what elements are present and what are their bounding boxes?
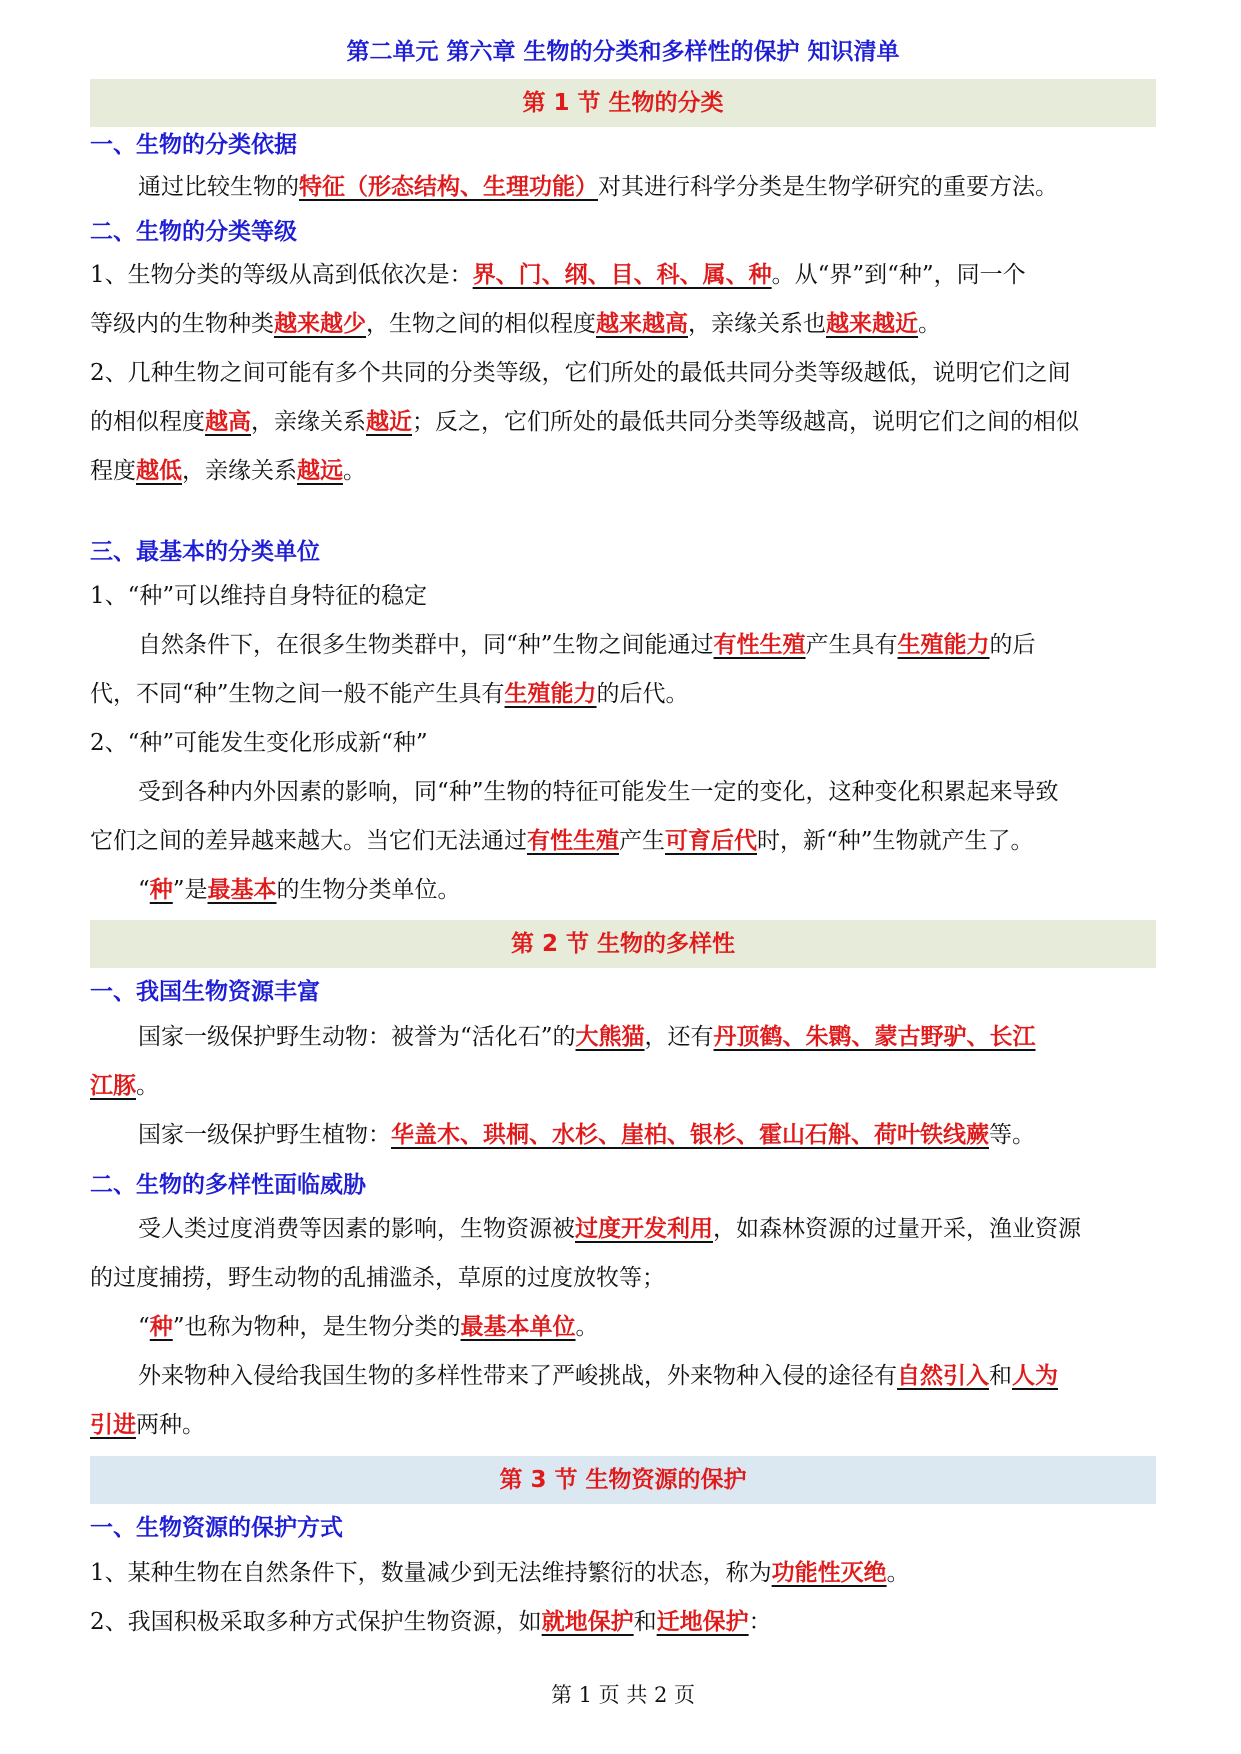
s3-heading-1: 一、生物资源的保护方式: [90, 1515, 343, 1541]
text: 。从“界”到“种”，同一个: [771, 262, 1026, 288]
keyword: 迁地保护: [656, 1609, 749, 1635]
s1-para-1: [90, 163, 1156, 212]
s1-para-2: [90, 251, 1156, 349]
text: 1、“种”可以维持自身特征的稳定: [90, 583, 428, 609]
s1-para-7: [90, 768, 1156, 866]
text: ，生物之间的相似程度: [366, 311, 596, 337]
text: 代，不同“种”生物之间一般不能产生具有: [90, 681, 505, 707]
keyword: 特征（形态结构、生理功能）: [299, 174, 598, 200]
text: 自然条件下，在很多生物类群中，同“种”生物之间能通过: [138, 632, 714, 658]
page-number: 第 1 页 共 2 页: [550, 1683, 696, 1707]
section-3-band: 第 3 节 生物资源的保护: [90, 1456, 1156, 1504]
text: 通过比较生物的: [138, 174, 299, 200]
text: 和: [989, 1363, 1012, 1389]
text: 。: [343, 458, 366, 484]
text: 对其进行科学分类是生物学研究的重要方法。: [598, 174, 1058, 200]
s2-heading-1: 一、我国生物资源丰富: [90, 979, 320, 1005]
text: 的后: [989, 632, 1036, 658]
text: ，还有: [644, 1024, 714, 1050]
section-1-band: 第 1 节 生物的分类: [90, 79, 1156, 127]
text: 产生: [619, 828, 665, 854]
text: 受到各种内外因素的影响，同“种”生物的特征可能发生一定的变化，这种变化积累起来导致: [138, 779, 1059, 805]
text: 和: [633, 1609, 657, 1635]
section-2-band: 第 2 节 生物的多样性: [90, 920, 1156, 968]
s2-para-3: [90, 1205, 1156, 1303]
keyword: 最基本单位: [460, 1314, 576, 1340]
text: ，如森林资源的过量开采，渔业资源: [713, 1216, 1081, 1242]
text: 它们之间的差异越来越大。当它们无法通过: [90, 828, 527, 854]
s1-para-5: [90, 621, 1156, 719]
text: ，亲缘关系: [251, 409, 366, 435]
keyword: 越来越少: [274, 311, 366, 337]
keyword: 过度开发利用: [575, 1216, 713, 1242]
document-title: 第二单元 第六章 生物的分类和多样性的保护 知识清单: [346, 39, 900, 65]
keyword: 越来越近: [826, 311, 918, 337]
keyword: 自然引入: [897, 1363, 989, 1389]
text: 时，新“种”生物就产生了。: [757, 828, 1034, 854]
s2-para-2: [90, 1111, 1156, 1160]
text: 的相似程度: [90, 409, 205, 435]
text: ；反之，它们所处的最低共同分类等级越高，说明它们之间的相似: [412, 409, 1079, 435]
text: “: [138, 1314, 150, 1340]
keyword: 大熊猫: [575, 1024, 645, 1050]
text: 的过度捕捞，野生动物的乱捕滥杀，草原的过度放牧等；: [90, 1265, 665, 1291]
s2-para-4: [90, 1303, 1156, 1352]
keyword: 最基本: [207, 877, 277, 903]
keyword: 界、门、纲、目、科、属、种: [472, 262, 772, 288]
s1-para-6: [90, 719, 1156, 768]
text: 等级内的生物种类: [90, 311, 274, 337]
text: 1、生物分类的等级从高到低依次是：: [90, 262, 473, 288]
s3-para-1: [90, 1549, 1156, 1598]
keyword: 江豚: [90, 1073, 136, 1099]
keyword: 华盖木、珙桐、水杉、崖柏、银杉、霍山石斛、荷叶铁线蕨: [391, 1122, 989, 1148]
s1-para-4: [90, 572, 1156, 621]
text: 产生具有: [805, 632, 898, 658]
s1-heading-1: 一、生物的分类依据: [90, 132, 297, 158]
keyword: 就地保护: [541, 1609, 634, 1635]
text: 的生物分类单位。: [276, 877, 461, 903]
text: 国家一级保护野生植物：: [138, 1122, 391, 1148]
text: 2、几种生物之间可能有多个共同的分类等级，它们所处的最低共同分类等级越低，说明它们之间: [90, 360, 1071, 386]
keyword: 人为: [1012, 1363, 1058, 1389]
s2-para-1: [90, 1013, 1156, 1111]
text: 。: [918, 311, 941, 337]
keyword: 越远: [297, 458, 343, 484]
s1-heading-3: 三、最基本的分类单位: [90, 539, 320, 565]
text: ”是: [172, 877, 208, 903]
text: 程度: [90, 458, 136, 484]
document-page: [90, 0, 1156, 1754]
text: ，亲缘关系也: [688, 311, 826, 337]
s1-para-8: [90, 866, 1156, 915]
text: ”也称为物种，是生物分类的: [172, 1314, 461, 1340]
text: 的后代。: [596, 681, 689, 707]
keyword: 生殖能力: [897, 632, 990, 658]
keyword: 越低: [136, 458, 182, 484]
text: 等。: [989, 1122, 1035, 1148]
s2-heading-2: 二、生物的多样性面临威胁: [90, 1172, 366, 1198]
keyword: 越来越高: [596, 311, 688, 337]
text: ：: [748, 1609, 772, 1635]
keyword: 生殖能力: [504, 681, 597, 707]
keyword: 丹顶鹤、朱鹮、蒙古野驴、长江: [713, 1024, 1036, 1050]
text: 。: [886, 1560, 910, 1586]
text: 两种。: [136, 1412, 205, 1438]
text: 。: [136, 1073, 159, 1099]
text: 受人类过度消费等因素的影响，生物资源被: [138, 1216, 575, 1242]
keyword: 有性生殖: [713, 632, 806, 658]
keyword: 种: [149, 877, 173, 903]
keyword: 越近: [366, 409, 412, 435]
s3-para-2: [90, 1598, 1156, 1647]
text: 2、我国积极采取多种方式保护生物资源，如: [90, 1609, 542, 1635]
keyword: 功能性灭绝: [771, 1560, 887, 1586]
keyword: 越高: [205, 409, 251, 435]
text: ，亲缘关系: [182, 458, 297, 484]
text: 国家一级保护野生动物：被誉为“活化石”的: [138, 1024, 576, 1050]
keyword: 种: [149, 1314, 173, 1340]
text: 外来物种入侵给我国生物的多样性带来了严峻挑战，外来物种入侵的途径有: [138, 1363, 897, 1389]
keyword: 引进: [90, 1412, 136, 1438]
s1-heading-2: 二、生物的分类等级: [90, 219, 297, 245]
keyword: 有性生殖: [527, 828, 619, 854]
text: “: [138, 877, 150, 903]
s1-para-3: [90, 349, 1156, 496]
text: 。: [575, 1314, 599, 1340]
text: 1、某种生物在自然条件下，数量减少到无法维持繁衍的状态，称为: [90, 1560, 772, 1586]
text: 2、“种”可能发生变化形成新“种”: [90, 730, 428, 756]
s2-para-5: [90, 1352, 1156, 1450]
keyword: 可育后代: [665, 828, 757, 854]
